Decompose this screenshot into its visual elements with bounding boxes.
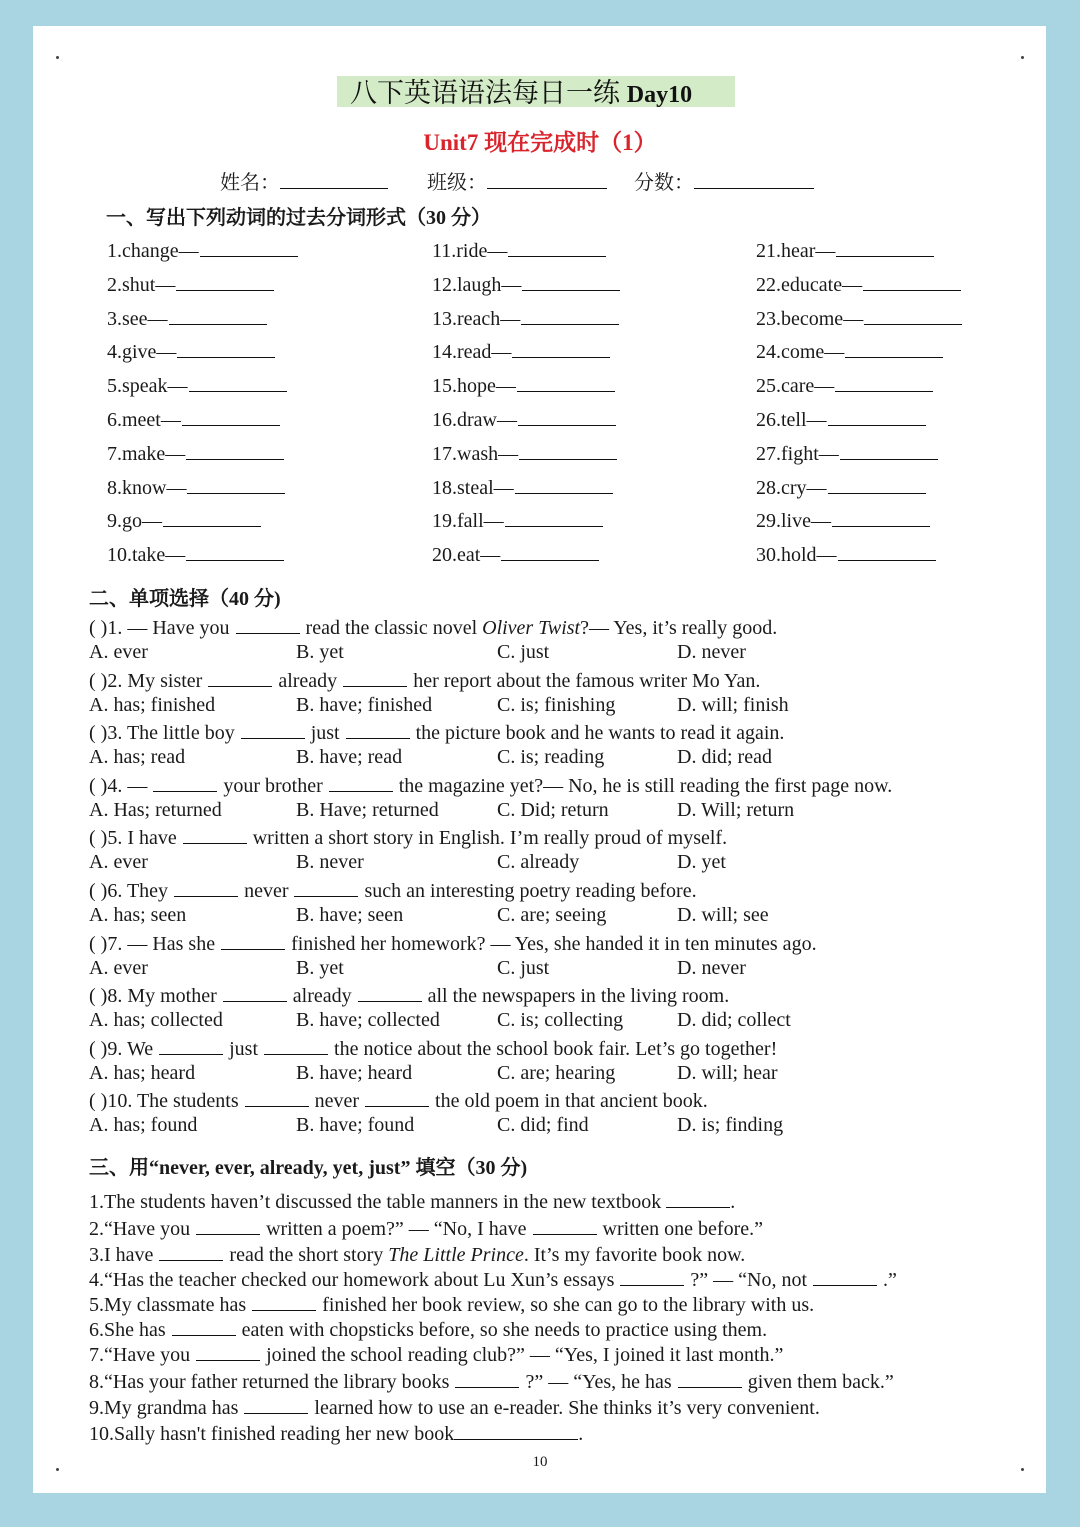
fill-item-1: 1.The students haven’t discussed the table manners in the new textbook .: [89, 1191, 736, 1213]
answer-blank[interactable]: [159, 1036, 223, 1055]
verb-item: 11.ride—: [432, 236, 606, 263]
option-b[interactable]: B. have; collected: [296, 1009, 440, 1032]
option-c[interactable]: C. are; hearing: [497, 1061, 616, 1084]
verb-item: 5.speak—: [107, 371, 287, 398]
answer-blank[interactable]: [169, 304, 267, 325]
answer-blank[interactable]: [187, 473, 285, 494]
option-b[interactable]: B. yet: [296, 956, 344, 979]
answer-blank[interactable]: [208, 668, 272, 687]
answer-blank[interactable]: [454, 1421, 578, 1440]
option-a[interactable]: A. has; heard: [89, 1061, 196, 1084]
answer-blank[interactable]: [835, 371, 933, 392]
answer-blank[interactable]: [840, 439, 938, 460]
verb-item: 30.hold—: [756, 540, 936, 567]
answer-blank[interactable]: [505, 506, 603, 527]
answer-blank[interactable]: [159, 1242, 223, 1261]
answer-blank[interactable]: [186, 540, 284, 561]
verb-item: 26.tell—: [756, 405, 926, 432]
answer-blank[interactable]: [666, 1189, 730, 1208]
option-b[interactable]: B. have; heard: [296, 1061, 413, 1084]
option-d[interactable]: D. is; finding: [677, 1114, 784, 1137]
answer-blank[interactable]: [518, 405, 616, 426]
answer-blank[interactable]: [264, 1036, 328, 1055]
answer-blank[interactable]: [200, 236, 298, 257]
answer-blank[interactable]: [533, 1216, 597, 1235]
answer-blank[interactable]: [521, 304, 619, 325]
section2-heading: 二、单项选择（40 分): [89, 588, 281, 610]
fill-item-3: 3.I have read the short story The Little Prince. It’s my favorite book now.: [89, 1244, 746, 1266]
option-c[interactable]: C. is; finishing: [497, 693, 616, 716]
answer-blank[interactable]: [245, 1088, 309, 1107]
corner-dot: [1021, 56, 1024, 59]
option-d[interactable]: D. yet: [677, 851, 726, 874]
option-c[interactable]: C. already: [497, 851, 580, 874]
option-b[interactable]: B. have; seen: [296, 904, 404, 926]
option-a[interactable]: A. ever: [89, 956, 148, 979]
option-c[interactable]: C. Did; return: [497, 798, 609, 821]
question-8: ( )8. My mother already all the newspapers in the living room.: [89, 985, 730, 1008]
answer-blank[interactable]: [864, 304, 962, 325]
answer-blank[interactable]: [153, 773, 217, 792]
answer-blank[interactable]: [358, 983, 422, 1002]
answer-blank[interactable]: [252, 1292, 316, 1311]
option-d[interactable]: D. never: [677, 641, 746, 663]
verb-item: 17.wash—: [432, 439, 617, 466]
answer-blank[interactable]: [174, 878, 238, 897]
verb-item: 13.reach—: [432, 304, 619, 331]
verb-item: 28.cry—: [756, 473, 926, 500]
answer-blank[interactable]: [678, 1369, 742, 1388]
score-field[interactable]: 分数：: [634, 166, 814, 195]
option-d[interactable]: D. never: [677, 956, 746, 979]
answer-blank[interactable]: [196, 1216, 260, 1235]
fill-item-5: 5.My classmate has finished her book review, so she can go to the library with us.: [89, 1294, 815, 1316]
section1-heading: 一、写出下列动词的过去分词形式（30 分）: [106, 207, 491, 229]
verb-item: 18.steal—: [432, 473, 613, 500]
answer-blank[interactable]: [832, 506, 930, 527]
option-d[interactable]: D. did; collect: [677, 1009, 791, 1032]
option-b[interactable]: B. yet: [296, 641, 344, 663]
answer-blank[interactable]: [236, 615, 300, 634]
answer-blank[interactable]: [515, 473, 613, 494]
answer-blank[interactable]: [522, 270, 620, 291]
question-7: ( )7. — Has she finished her homework? — Yes, she handed it in ten minutes ago.: [89, 932, 817, 955]
answer-blank[interactable]: [838, 540, 936, 561]
answer-blank[interactable]: [863, 270, 961, 291]
page-number: 10: [532, 1454, 548, 1470]
answer-blank[interactable]: [828, 473, 926, 494]
option-b[interactable]: B. never: [296, 851, 364, 874]
option-d[interactable]: D. will; finish: [677, 693, 789, 716]
page-subtitle: Unit7 现在完成时（1）: [423, 130, 657, 155]
option-a[interactable]: A. has; read: [89, 746, 186, 769]
question-6: ( )6. They never such an interesting poetry reading before.: [89, 880, 697, 902]
answer-blank[interactable]: [512, 337, 610, 358]
option-a[interactable]: A. has; found: [89, 1114, 198, 1137]
option-c[interactable]: C. is; reading: [497, 746, 605, 769]
verb-item: 6.meet—: [107, 405, 280, 432]
question-3: ( )3. The little boy just the picture book and he wants to read it again.: [89, 722, 785, 745]
question-2: ( )2. My sister already her report about the famous writer Mo Yan.: [89, 669, 761, 692]
verb-item: 19.fall—: [432, 506, 603, 533]
option-d[interactable]: D. Will; return: [677, 798, 795, 821]
answer-blank[interactable]: [186, 439, 284, 460]
answer-blank[interactable]: [244, 1395, 308, 1414]
option-a[interactable]: A. ever: [89, 641, 148, 663]
question-5: ( )5. I have written a short story in English. I’m really proud of myself.: [89, 827, 728, 850]
verb-item: 2.shut—: [107, 270, 274, 297]
question-1: ( )1. — Have you read the classic novel Oliver Twist?— Yes, it’s really good.: [89, 617, 778, 639]
verb-item: 15.hope—: [432, 371, 615, 398]
corner-dot: [56, 56, 59, 59]
answer-blank[interactable]: [329, 773, 393, 792]
option-c[interactable]: C. is; collecting: [497, 1009, 624, 1032]
option-c[interactable]: C. just: [497, 641, 550, 663]
answer-blank[interactable]: [294, 878, 358, 897]
class-field[interactable]: 班级：: [427, 166, 607, 195]
answer-blank[interactable]: [517, 371, 615, 392]
name-field[interactable]: 姓名：: [220, 166, 388, 195]
fill-item-4: 4.“Has the teacher checked our homework about Lu Xun’s essays ?” — “No, not .”: [89, 1269, 897, 1291]
verb-item: 8.know—: [107, 473, 285, 500]
option-c[interactable]: C. are; seeing: [497, 904, 607, 926]
option-d[interactable]: D. will; hear: [677, 1061, 778, 1084]
option-d[interactable]: D. did; read: [677, 746, 772, 769]
verb-item: 21.hear—: [756, 236, 934, 263]
fill-item-8: 8.“Has your father returned the library books ?” — “Yes, he has given them back.”: [89, 1371, 894, 1393]
option-a[interactable]: A. has; seen: [89, 904, 187, 926]
verb-item: 4.give—: [107, 337, 275, 364]
fill-item-6: 6.She has eaten with chopsticks before, so she needs to practice using them.: [89, 1319, 768, 1341]
option-a[interactable]: A. Has; returned: [89, 798, 222, 821]
answer-blank[interactable]: [346, 720, 410, 739]
fill-item-2: 2.“Have you written a poem?” — “No, I have written one before.”: [89, 1218, 764, 1240]
option-d[interactable]: D. will; see: [677, 904, 769, 926]
answer-blank[interactable]: [183, 825, 247, 844]
answer-blank[interactable]: [519, 439, 617, 460]
answer-blank[interactable]: [241, 720, 305, 739]
option-a[interactable]: A. has; finished: [89, 693, 216, 716]
section3-heading: 三、用“never, ever, already, yet, just” 填空（30 分): [89, 1157, 528, 1179]
option-c[interactable]: C. did; find: [497, 1114, 589, 1137]
answer-blank[interactable]: [177, 337, 275, 358]
verb-item: 20.eat—: [432, 540, 599, 567]
fill-item-7: 7.“Have you joined the school reading club?” — “Yes, I joined it last month.”: [89, 1344, 784, 1366]
question-4: ( )4. — your brother the magazine yet?— No, he is still reading the first page now.: [89, 774, 893, 797]
verb-item: 14.read—: [432, 337, 610, 364]
answer-blank[interactable]: [223, 983, 287, 1002]
question-10: ( )10. The students never the old poem in that ancient book.: [89, 1090, 708, 1113]
answer-blank[interactable]: [182, 405, 280, 426]
option-b[interactable]: B. have; read: [296, 746, 403, 769]
verb-item: 9.go—: [107, 506, 261, 533]
answer-blank[interactable]: [813, 1267, 877, 1286]
question-9: ( )9. We just the notice about the school book fair. Let’s go together!: [89, 1037, 778, 1060]
verb-item: 27.fight—: [756, 439, 938, 466]
answer-blank[interactable]: [455, 1369, 519, 1388]
verb-item: 16.draw—: [432, 405, 616, 432]
verb-item: 24.come—: [756, 337, 943, 364]
answer-blank[interactable]: [221, 931, 285, 950]
answer-blank[interactable]: [508, 236, 606, 257]
option-a[interactable]: A. has; collected: [89, 1009, 223, 1032]
verb-item: 29.live—: [756, 506, 930, 533]
answer-blank[interactable]: [845, 337, 943, 358]
answer-blank[interactable]: [501, 540, 599, 561]
verb-item: 1.change—: [107, 236, 298, 263]
answer-blank[interactable]: [196, 1342, 260, 1361]
answer-blank[interactable]: [620, 1267, 684, 1286]
option-b[interactable]: B. Have; returned: [296, 798, 439, 821]
answer-blank[interactable]: [836, 236, 934, 257]
verb-item: 7.make—: [107, 439, 284, 466]
option-a[interactable]: A. ever: [89, 851, 148, 874]
verb-item: 22.educate—: [756, 270, 961, 297]
answer-blank[interactable]: [176, 270, 274, 291]
answer-blank[interactable]: [189, 371, 287, 392]
page-title: 八下英语语法每日一练 Day10: [350, 78, 693, 108]
option-b[interactable]: B. have; finished: [296, 693, 433, 716]
verb-item: 3.see—: [107, 304, 267, 331]
verb-item: 23.become—: [756, 304, 962, 331]
verb-item: 12.laugh—: [432, 270, 620, 297]
fill-item-10: 10.Sally hasn't finished reading her new book .: [89, 1423, 584, 1445]
option-c[interactable]: C. just: [497, 956, 550, 979]
answer-blank[interactable]: [828, 405, 926, 426]
verb-item: 10.take—: [107, 540, 284, 567]
answer-blank[interactable]: [163, 506, 261, 527]
verb-item: 25.care—: [756, 371, 933, 398]
answer-blank[interactable]: [343, 668, 407, 687]
answer-blank[interactable]: [172, 1317, 236, 1336]
fill-item-9: 9.My grandma has learned how to use an e-reader. She thinks it’s very convenient.: [89, 1397, 820, 1419]
answer-blank[interactable]: [365, 1088, 429, 1107]
option-b[interactable]: B. have; found: [296, 1114, 415, 1137]
